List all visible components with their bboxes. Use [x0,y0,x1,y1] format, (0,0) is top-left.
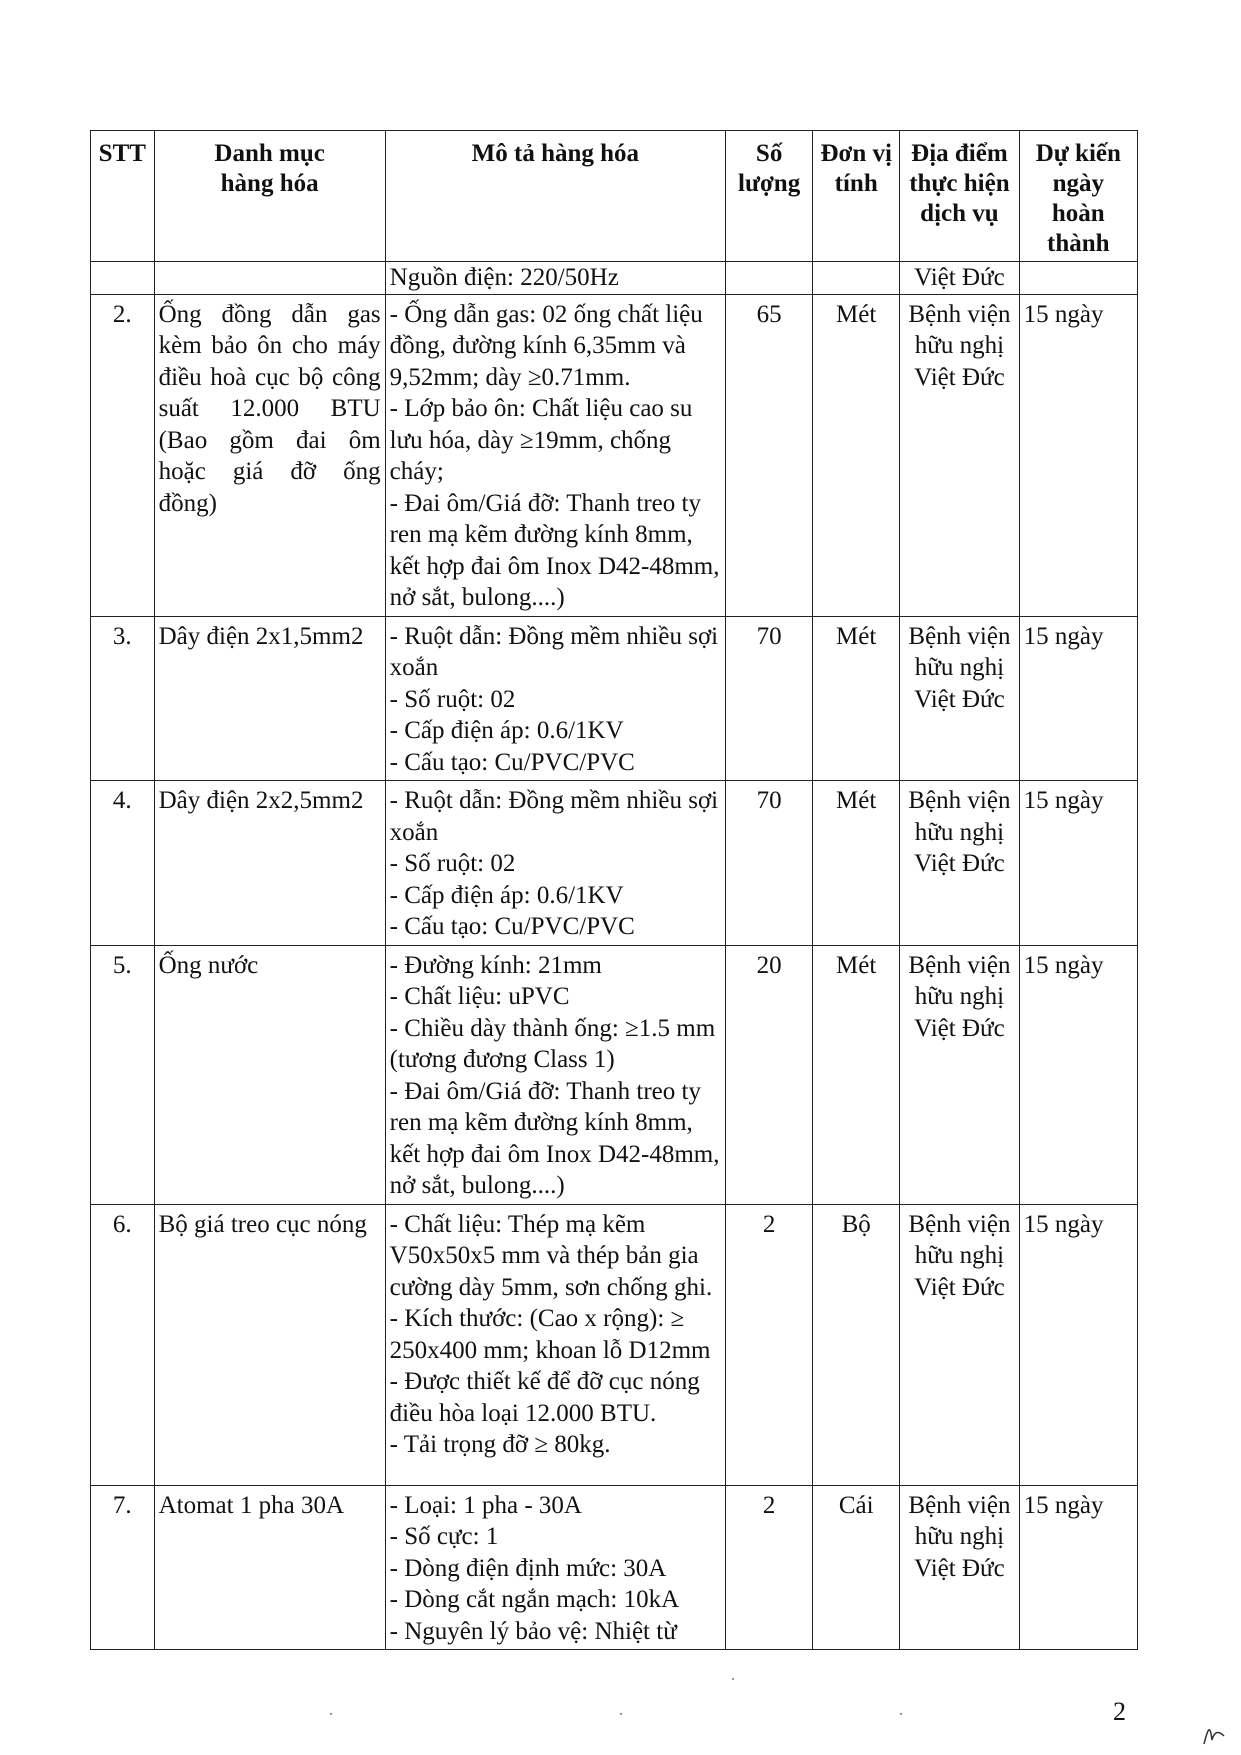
row-completion: 15 ngày [1019,945,1137,1204]
row-quantity: 70 [726,616,813,781]
row-unit: Bộ [813,1204,900,1485]
page-number: 2 [1113,1697,1126,1726]
row-location: Bệnh viện hữu nghị Việt Đức [900,1204,1019,1485]
row-item-name: Dây điện 2x2,5mm2 [154,781,385,946]
row-unit: Mét [813,945,900,1204]
row-unit: Mét [813,294,900,616]
row-stt: 6. [91,1204,155,1485]
continuation-quantity [726,262,813,295]
row-unit: Mét [813,781,900,946]
row-location: Bệnh viện hữu nghị Việt Đức [900,945,1019,1204]
scan-speck [900,1713,902,1715]
row-description: - Ruột dẫn: Đồng mềm nhiều sợi xoắn - Số ruột: 02 - Cấp điện áp: 0.6/1KV - Cấu tạo: Cu/PVC/PVC [389,787,719,940]
table-row [91,1204,1138,1485]
row-unit: Mét [813,616,900,781]
initial-mark-icon [1200,1718,1230,1748]
scan-speck [620,1713,622,1715]
header-item-name: Danh mục hàng hóa [154,131,385,262]
table-row [91,1485,1138,1650]
row-description: - Chất liệu: Thép mạ kẽm V50x50x5 mm và thép bản gia cường dày 5mm, sơn chống ghi. - Kích thước: (Cao x rộng): ≥ 250x400 mm; khoan lỗ D12mm - Được thiết kế để đỡ cục nóng điều hòa loại 12.000 BTU. - Tải trọng đỡ ≥ 80kg. [389,1210,713,1458]
row-description: - Đường kính: 21mm - Chất liệu: uPVC - Chiều dày thành ống: ≥1.5 mm (tương đương Class 1) - Đai ôm/Giá đỡ: Thanh treo ty ren mạ kẽm đường kính 8mm, kết hợp đai ôm Inox D42-48mm, nở sắt, bulong....) [389,951,720,1199]
row-quantity: 20 [726,945,813,1204]
row-stt: 2. [91,294,155,616]
row-quantity: 70 [726,781,813,946]
row-completion: 15 ngày [1019,616,1137,781]
goods-table [90,130,1138,1650]
row-item-name: Ống đồng dẫn gas kèm bảo ôn cho máy điều hoà cục bộ công suất 12.000 BTU (Bao gồm đai ôm hoặc giá đỡ ống đồng) [154,294,385,616]
row-description: - Ruột dẫn: Đồng mềm nhiều sợi xoắn - Số ruột: 02 - Cấp điện áp: 0.6/1KV - Cấu tạo: Cu/PVC/PVC [389,622,719,776]
row-quantity: 2 [726,1204,813,1485]
continuation-row [91,262,1138,295]
row-completion: 15 ngày [1019,1485,1137,1650]
table-row [91,781,1138,946]
header-row [91,131,1138,262]
row-unit: Cái [813,1485,900,1650]
continuation-completion [1019,262,1137,295]
row-stt: 5. [91,945,155,1204]
row-item-name: Ống nước [154,945,385,1204]
header-completion: Dự kiến ngày hoàn thành [1019,131,1137,262]
row-completion: 15 ngày [1019,294,1137,616]
scan-speck [732,1678,734,1680]
row-stt: 7. [91,1485,155,1650]
row-location: Bệnh viện hữu nghị Việt Đức [900,1485,1019,1650]
continuation-description: Nguồn điện: 220/50Hz [385,262,725,295]
header-description: Mô tả hàng hóa [385,131,725,262]
row-description: - Ống dẫn gas: 02 ống chất liệu đồng, đường kính 6,35mm và 9,52mm; dày ≥0.71mm. - Lớp bảo ôn: Chất liệu cao su lưu hóa, dày ≥19mm, chống cháy; - Đai ôm/Giá đỡ: Thanh treo ty ren mạ kẽm đường kính 8mm, kết hợp đai ôm Inox D42-48mm, nở sắt, bulong....) [389,300,720,611]
row-description: - Loại: 1 pha - 30A - Số cực: 1 - Dòng điện định mức: 30A - Dòng cắt ngắn mạch: 10kA - Nguyên lý bảo vệ: Nhiệt từ [389,1491,680,1645]
scan-speck [330,1713,332,1715]
row-completion: 15 ngày [1019,781,1137,946]
row-location: Bệnh viện hữu nghị Việt Đức [900,294,1019,616]
row-item-name: Atomat 1 pha 30A [154,1485,385,1650]
row-location: Bệnh viện hữu nghị Việt Đức [900,616,1019,781]
row-item-name: Bộ giá treo cục nóng [154,1204,385,1485]
row-stt: 4. [91,781,155,946]
row-item-name: Dây điện 2x1,5mm2 [154,616,385,781]
row-quantity: 2 [726,1485,813,1650]
row-quantity: 65 [726,294,813,616]
row-stt: 3. [91,616,155,781]
header-unit: Đơn vị tính [813,131,900,262]
header-stt: STT [91,131,155,262]
row-completion: 15 ngày [1019,1204,1137,1485]
table-row [91,945,1138,1204]
table-row [91,294,1138,616]
row-location: Bệnh viện hữu nghị Việt Đức [900,781,1019,946]
continuation-stt [91,262,155,295]
continuation-name [154,262,385,295]
header-location: Địa điểm thực hiện dịch vụ [900,131,1019,262]
continuation-location: Việt Đức [900,262,1019,295]
continuation-unit [813,262,900,295]
header-quantity: Số lượng [726,131,813,262]
table-row [91,616,1138,781]
